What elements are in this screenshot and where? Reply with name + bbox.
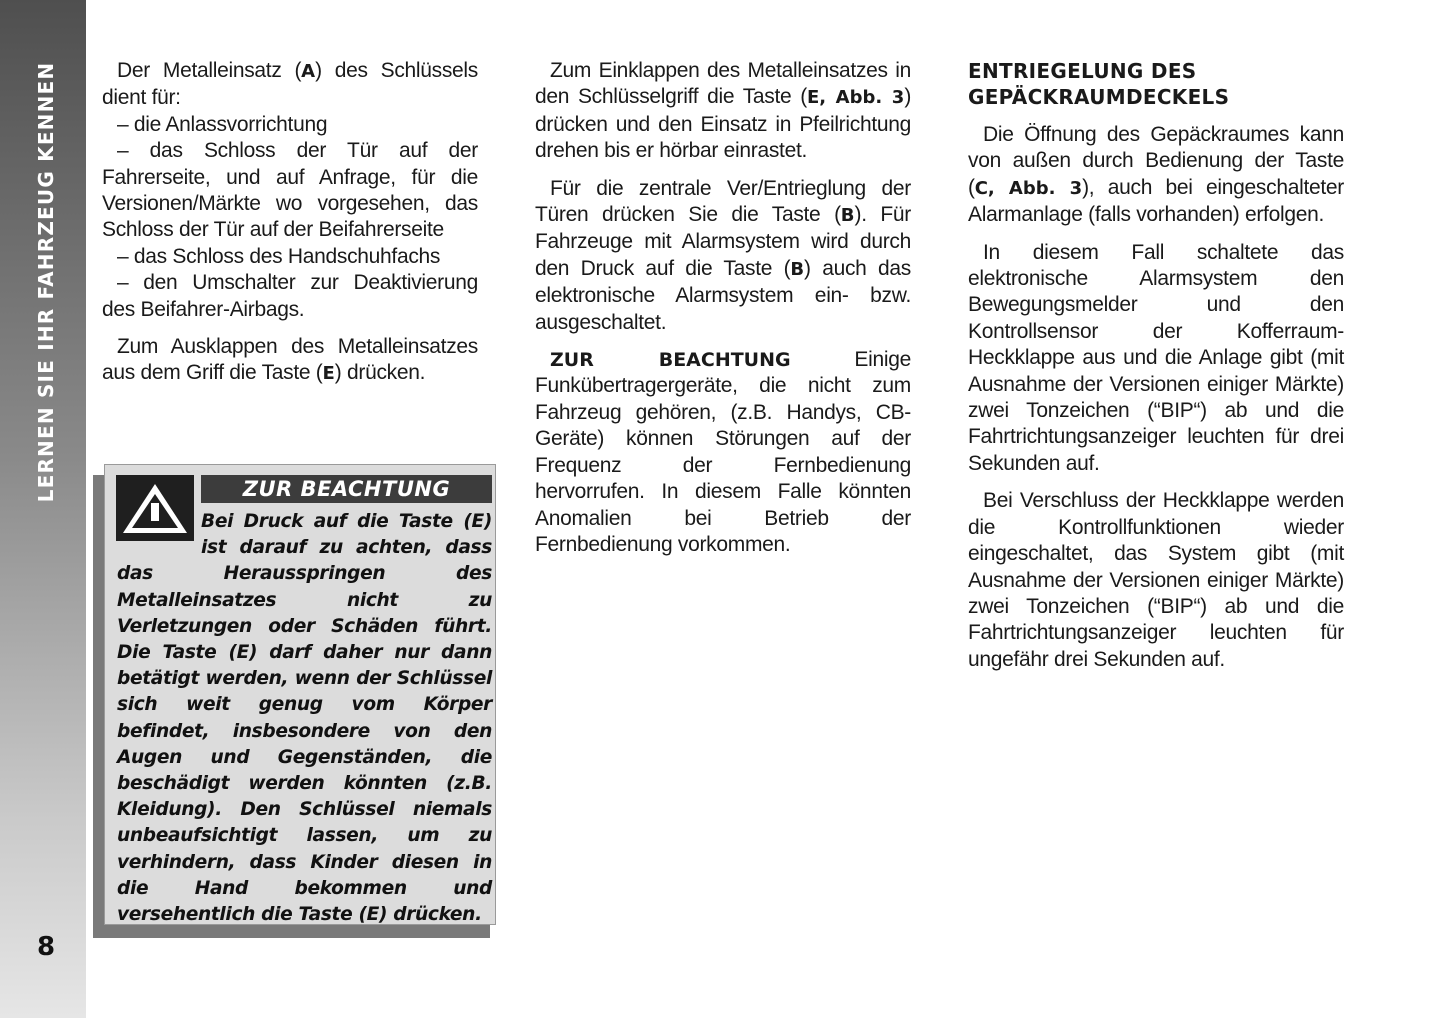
unfold-paragraph: Zum Ausklappen des Metalleinsatzes aus dem Griff die Taste (E) drücken. xyxy=(102,335,478,385)
alarm-paragraph: In diesem Fall schaltete das elektronische Alarmsystem den Bewegungsmelder und den Kontrollsensor der Kofferraum-Heckklappe aus und die Anlage gibt (mit Ausnahme der Versionen einiger Märkte) zwei Tonzeichen (“BIP“) ab und die Fahrtrichtungsanzeiger leuchten für drei Sekunden auf. xyxy=(968,240,1344,475)
key-label: B xyxy=(790,258,805,280)
column-left xyxy=(102,58,478,399)
warning-text-block xyxy=(117,509,492,928)
chapter-sidebar xyxy=(0,0,86,1018)
central-locking-paragraph: Für die zentrale Ver/Entrieglung der Türen drücken Sie die Taste (B). Für Fahrzeuge mit Alarmsystem wird durch den Druck auf die Taste (B) auch das elektronische Alarmsystem ein- bzw. ausgeschaltet. xyxy=(535,176,911,334)
figure-reference: E, Abb. 3 xyxy=(806,87,905,109)
trunk-release-paragraph: Die Öffnung des Gepäckraumes kann von außen durch Bedienung der Taste (C, Abb. 3), auch bei eingeschalteter Alarmanlage (falls vorhanden) erfolgen. xyxy=(968,123,1344,227)
key-label: A xyxy=(301,61,316,82)
tailgate-close-paragraph: Bei Verschluss der Heckklappe werden die Kontrollfunktionen wieder eingeschaltet, das System gibt (mit Ausnahme der Versionen einiger Märkte) zwei Tonzeichen (“BIP“) ab und die Fahrtrichtungsanzeiger leuchten für ungefähr drei Sekunden auf. xyxy=(968,489,1344,671)
chapter-title: LERNEN SIE IHR FAHRZEUG KENNEN xyxy=(34,61,58,503)
list-item: – die Anlassvorrichtung xyxy=(117,112,328,136)
note-label: ZUR BEACHTUNG xyxy=(550,349,791,372)
intro-paragraph: Der Metalleinsatz (A) des Schlüssels dient für: xyxy=(102,59,478,110)
list-item: – das Schloss der Tür auf der Fahrerseite, und auf Anfrage, für die Versionen/Märkte wo vorgesehen, das Schloss der Tür auf der Beifahrerseite xyxy=(102,139,478,242)
fold-paragraph: Zum Einklappen des Metalleinsatzes in den Schlüsselgriff die Taste (E, Abb. 3) drücken und den Einsatz in Pfeilrichtung drehen bis er hörbar einrastet. xyxy=(535,59,912,163)
warning-box xyxy=(104,464,496,925)
figure-reference: C, Abb. 3 xyxy=(974,177,1083,199)
usage-list xyxy=(102,112,478,323)
list-item: – den Umschalter zur Deaktivierung des Beifahrer-Airbags. xyxy=(102,271,478,321)
key-label: B xyxy=(840,205,855,227)
key-label: E xyxy=(322,363,335,385)
list-item: – das Schloss des Handschuhfachs xyxy=(117,244,441,268)
page-number: 8 xyxy=(37,932,56,962)
section-heading: ENTRIEGELUNG DES GEPÄCKRAUMDECKELS xyxy=(968,59,1230,109)
column-right xyxy=(968,58,1344,684)
warning-heading: ZUR BEACHTUNG xyxy=(201,475,492,503)
column-middle xyxy=(535,58,911,569)
warning-text: Bei Druck auf die Taste (E) ist darauf zu achten, dass das Herausspringen des Metalleinsatzes nicht zu Verletzungen oder Schäden führt. Die Taste (E) darf daher nur dann betätigt werden, wenn der Schlüssel sich weit genug vom Körper befindet, insbesondere von den Augen und Gegenständen, die beschädigt werden könnten (z.B. Kleidung). Den Schlüssel niemals unbeaufsichtigt lassen, um zu verhindern, dass Kinder diesen in die Hand bekommen und versehentlich die Taste (E) drücken. xyxy=(117,511,492,926)
note-paragraph: ZUR BEACHTUNG Einige Funkübertragergeräte, die nicht zum Fahrzeug gehören, (z.B. Handys, CB-Geräte) können Störungen auf der Frequenz der Fernbedienung hervorrufen. In diesem Falle könnten Anomalien bei Betrieb der Fernbedienung vorkommen. xyxy=(535,348,911,556)
